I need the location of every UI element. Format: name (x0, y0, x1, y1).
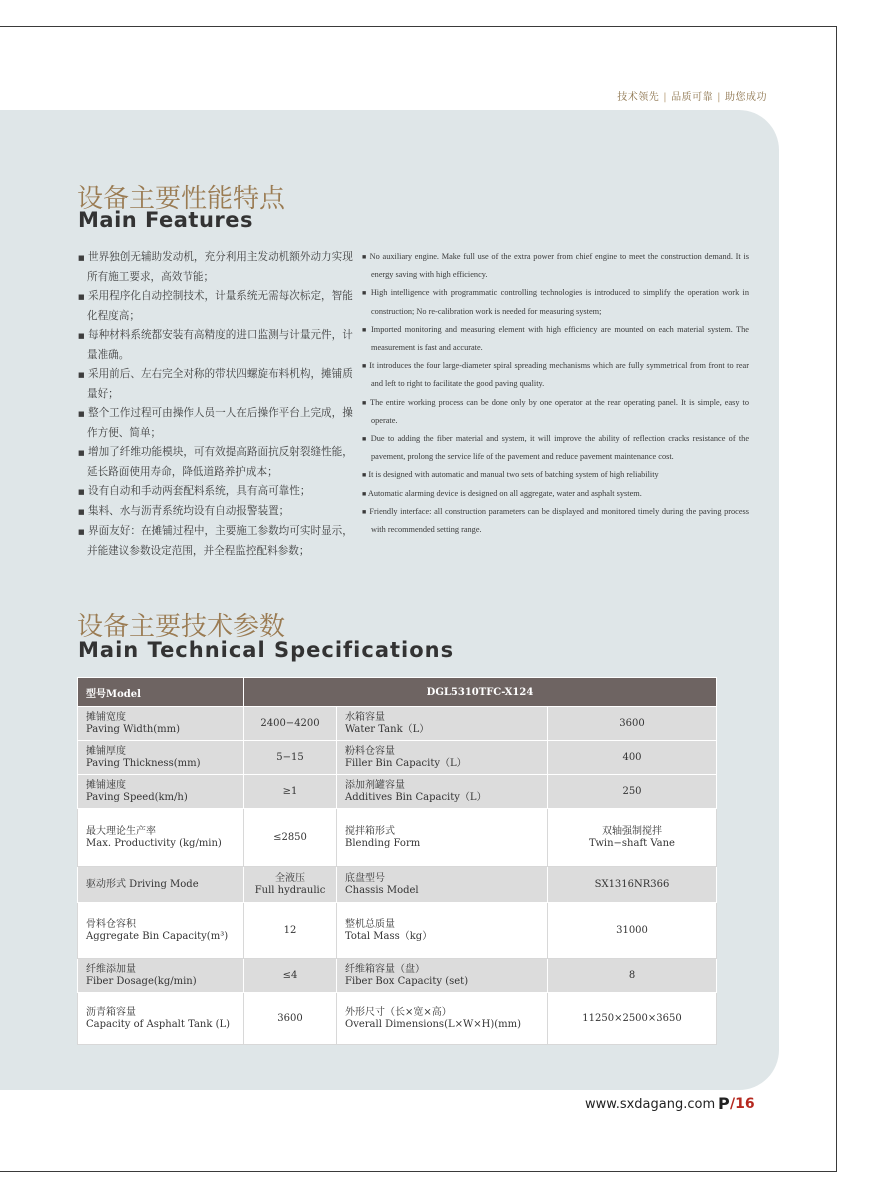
features-title-cn: 设备主要性能特点 (77, 184, 286, 214)
bullet-icon: ■ (78, 488, 85, 496)
bullet-icon: ■ (362, 471, 367, 480)
feature-en-text: Imported monitoring and measuring element with high efficiency are mounted on each material system. The measurement is fast and accurate. (370, 324, 749, 353)
footer-url: www.sxdagang.com (585, 1097, 716, 1112)
param-label-text: 摊铺厚度 (86, 745, 126, 757)
specs-title-en-1: Main (78, 638, 140, 662)
feature-cn-text: 集料、水与沥青系统均设有自动报警装置； (88, 505, 290, 517)
features-list-cn (78, 248, 353, 561)
param-label-2-text: Total Mass（kg） (345, 930, 433, 942)
feature-en-item (362, 284, 749, 320)
spec-row (78, 707, 717, 741)
param-value-2 (548, 993, 717, 1045)
param-label-text: Aggregate Bin Capacity(m³) (86, 930, 229, 942)
feature-en-text: Due to adding the fiber material and system, it will improve the ability of reflection cracks resistance of the pavement, prolong the service life of the pavement and reduce pavement maintenance cost. (370, 434, 750, 462)
param-value-2-text: Twin−shaft Vane (589, 837, 675, 849)
param-label (78, 903, 244, 959)
param-label-2 (337, 707, 548, 741)
param-value-2 (548, 867, 717, 903)
features-list-en (362, 248, 749, 539)
feature-en-item (362, 430, 749, 466)
param-value-text: ≥1 (282, 785, 298, 797)
feature-en-text: It introduces the four large-diameter spiral spreading mechanisms which are fully symmetrical from front to rear and left to right to facilitate the good paving quality. (369, 361, 750, 389)
param-label-text: Paving Thickness(mm) (86, 757, 201, 769)
param-label-2-text: Water Tank（L） (345, 723, 430, 735)
bullet-icon: ■ (78, 293, 85, 301)
tagline-1: 技术领先 (617, 92, 660, 103)
param-value-2 (548, 809, 717, 867)
feature-en-text: It is designed with automatic and manual two sets of batching system of high reliability (368, 470, 659, 480)
feature-en-text: The entire working process can be done only by one operator at the rear operating panel. It is simple, easy to operate. (370, 397, 749, 425)
bullet-icon: ■ (362, 398, 368, 407)
param-label (78, 741, 244, 775)
param-value-text: Full hydraulic (254, 884, 326, 896)
param-value-2 (548, 903, 717, 959)
param-label-2 (337, 741, 548, 775)
param-value (244, 867, 337, 903)
param-value-2-text: 31000 (616, 924, 648, 936)
feature-cn-text: 整个工作过程可由操作人员一人在后操作平台上完成，操作方便、简单； (87, 407, 353, 439)
param-label-2-text: 水箱容量 (345, 711, 385, 723)
feature-en-item (362, 394, 749, 430)
param-label-2-text: 搅拌箱形式 (345, 825, 395, 837)
param-label-2-text: 底盘型号 (345, 872, 385, 884)
param-value-2-text: 400 (622, 751, 642, 763)
feature-cn-item (78, 443, 353, 482)
feature-en-item (362, 248, 749, 284)
header-model: 型号Model (78, 678, 244, 707)
param-label-text: Max. Productivity (kg/min) (86, 837, 222, 849)
param-value-2-text: SX1316NR366 (594, 878, 670, 890)
footer-page-number: /16 (730, 1096, 755, 1112)
feature-en-item (362, 321, 749, 357)
param-value-text: ≤2850 (273, 831, 307, 843)
feature-cn-text: 增加了纤维功能模块，可有效提高路面抗反射裂缝性能，延长路面使用寿命，降低道路养护成本； (87, 446, 353, 478)
feature-cn-text: 每种材料系统都安装有高精度的进口监测与计量元件，计量准确。 (87, 329, 353, 361)
feature-cn-text: 采用前后、左右完全对称的带状四螺旋布料机构，摊铺质量好； (87, 368, 353, 400)
header-model-value: DGL5310TFC-X124 (244, 678, 717, 707)
bullet-icon: ■ (78, 449, 85, 457)
param-label-text: 纤维添加量 (86, 963, 136, 975)
feature-cn-item (78, 482, 353, 502)
param-label-2-text: Overall Dimensions(L×W×H)(mm) (345, 1018, 522, 1030)
feature-en-text: No auxiliary engine. Make full use of the extra power from chief engine to meet the construction demand. It is energy saving with high efficiency. (369, 252, 749, 280)
param-value-text: 全液压 (275, 872, 305, 884)
feature-cn-text: 界面友好：在摊铺过程中，主要施工参数均可实时显示，并能建议参数设定范围，并全程监控配料参数； (87, 525, 353, 557)
specs-title-cn: 设备主要技术参数 (77, 612, 286, 642)
bullet-icon: ■ (78, 508, 85, 516)
bullet-icon: ■ (78, 254, 85, 262)
param-label (78, 959, 244, 993)
param-label-2 (337, 959, 548, 993)
param-value-2 (548, 741, 717, 775)
param-label-2-text: Filler Bin Capacity（L） (345, 757, 467, 769)
param-value-text: 12 (283, 924, 297, 936)
feature-cn-item (78, 404, 353, 443)
param-value (244, 707, 337, 741)
feature-cn-item (78, 248, 353, 287)
param-value-text: 2400−4200 (260, 717, 320, 729)
param-label-2-text: 整机总质量 (345, 918, 395, 930)
bullet-icon: ■ (362, 507, 367, 516)
spec-header-row (78, 678, 717, 707)
bullet-icon: ■ (78, 528, 85, 536)
param-label-2-text: Blending Form (345, 837, 421, 849)
feature-cn-text: 采用程序化自动控制技术，计量系统无需每次标定，智能化程度高； (87, 290, 353, 322)
feature-en-text: High intelligence with programmatic controlling technologies is introduced to simplify the operation work in construction; No re-calibration work is needed for measuring system; (370, 288, 749, 316)
bullet-icon: ■ (362, 253, 367, 261)
param-label-2-text: 粉料仓容量 (345, 745, 395, 757)
param-label-2 (337, 775, 548, 809)
tagline-2: 品质可靠 (671, 92, 714, 103)
param-label-2 (337, 993, 548, 1045)
param-value-2 (548, 707, 717, 741)
param-label-text: 摊铺速度 (86, 779, 126, 791)
param-value-2-text: 250 (622, 785, 642, 797)
param-value (244, 993, 337, 1045)
param-value-2-text: 双轴强制搅拌 (602, 825, 662, 837)
param-label-text: 骨料仓容积 (86, 918, 136, 930)
specs-title-en-2: Technical (147, 638, 266, 662)
param-label-2-text: Fiber Box Capacity (set) (345, 975, 469, 987)
bullet-icon: ■ (78, 332, 85, 340)
spec-row (78, 903, 717, 959)
spec-row (78, 959, 717, 993)
spec-row (78, 775, 717, 809)
param-label-2-text: 外形尺寸（长×宽×高） (345, 1006, 452, 1018)
feature-en-text: Automatic alarming device is designed on all aggregate, water and asphalt system. (367, 488, 642, 498)
param-value-2-text: 11250×2500×3650 (582, 1012, 682, 1024)
param-value (244, 775, 337, 809)
param-label-text: Capacity of Asphalt Tank (L) (86, 1018, 231, 1030)
feature-cn-item (78, 326, 353, 365)
param-label (78, 993, 244, 1045)
param-label (78, 867, 244, 903)
specs-title-en (78, 638, 454, 662)
spec-table (77, 677, 717, 1045)
param-label-text: Paving Speed(km/h) (86, 791, 188, 803)
feature-en-item (362, 485, 749, 503)
bullet-icon: ■ (362, 362, 367, 371)
feature-en-item (362, 503, 749, 539)
features-title-en: Main Features (78, 208, 254, 232)
bullet-icon: ■ (362, 289, 368, 298)
param-label-2 (337, 867, 548, 903)
bullet-icon: ■ (362, 325, 368, 334)
bullet-icon: ■ (78, 371, 85, 379)
param-value-2 (548, 959, 717, 993)
feature-cn-item (78, 365, 353, 404)
param-label (78, 809, 244, 867)
feature-cn-text: 世界独创无辅助发动机，充分利用主发动机额外动力实现所有施工要求，高效节能； (87, 251, 353, 283)
footer-logo: P (718, 1094, 730, 1113)
param-value (244, 903, 337, 959)
bullet-icon: ■ (362, 489, 367, 498)
param-label-text: 最大理论生产率 (86, 825, 156, 837)
param-label-2-text: 纤维箱容量（盘） (345, 963, 425, 975)
param-label-2-text: 添加剂罐容量 (345, 779, 405, 791)
param-label-text: Paving Width(mm) (86, 723, 181, 735)
tagline: 技术领先 | 品质可靠 | 助您成功 (617, 92, 767, 103)
param-label-2 (337, 903, 548, 959)
param-label (78, 707, 244, 741)
param-value-text: 5−15 (276, 751, 304, 763)
feature-cn-text: 设有自动和手动两套配料系统，具有高可靠性； (88, 485, 311, 497)
param-value-2 (548, 775, 717, 809)
param-label-2-text: Chassis Model (345, 884, 419, 896)
param-label-text: Fiber Dosage(kg/min) (86, 975, 197, 987)
feature-en-item (362, 357, 749, 393)
param-label-2 (337, 809, 548, 867)
param-label (78, 775, 244, 809)
feature-en-text: Friendly interface: all construction parameters can be displayed and monitored timely during the paving process with recommended setting range. (369, 506, 749, 535)
param-label-text: 驱动形式 Driving Mode (86, 878, 199, 890)
specs-title-en-3: Specifications (274, 638, 455, 662)
spec-row (78, 741, 717, 775)
param-value-2-text: 8 (628, 969, 636, 981)
param-value (244, 809, 337, 867)
param-value (244, 741, 337, 775)
param-label-text: 沥青箱容量 (86, 1006, 136, 1018)
tagline-3: 助您成功 (725, 92, 767, 103)
bullet-icon: ■ (78, 410, 85, 418)
param-value-text: ≤4 (282, 969, 298, 981)
spec-row (78, 993, 717, 1045)
param-value-2-text: 3600 (619, 717, 645, 729)
param-label-2-text: Additives Bin Capacity（L） (345, 791, 487, 803)
feature-cn-item (78, 502, 353, 522)
spec-row (78, 809, 717, 867)
feature-cn-item (78, 522, 353, 561)
bullet-icon: ■ (362, 435, 368, 444)
spec-row (78, 867, 717, 903)
param-label-text: 摊铺宽度 (86, 711, 126, 723)
feature-cn-item (78, 287, 353, 326)
param-value (244, 959, 337, 993)
feature-en-item (362, 466, 749, 484)
param-value-text: 3600 (277, 1012, 303, 1024)
